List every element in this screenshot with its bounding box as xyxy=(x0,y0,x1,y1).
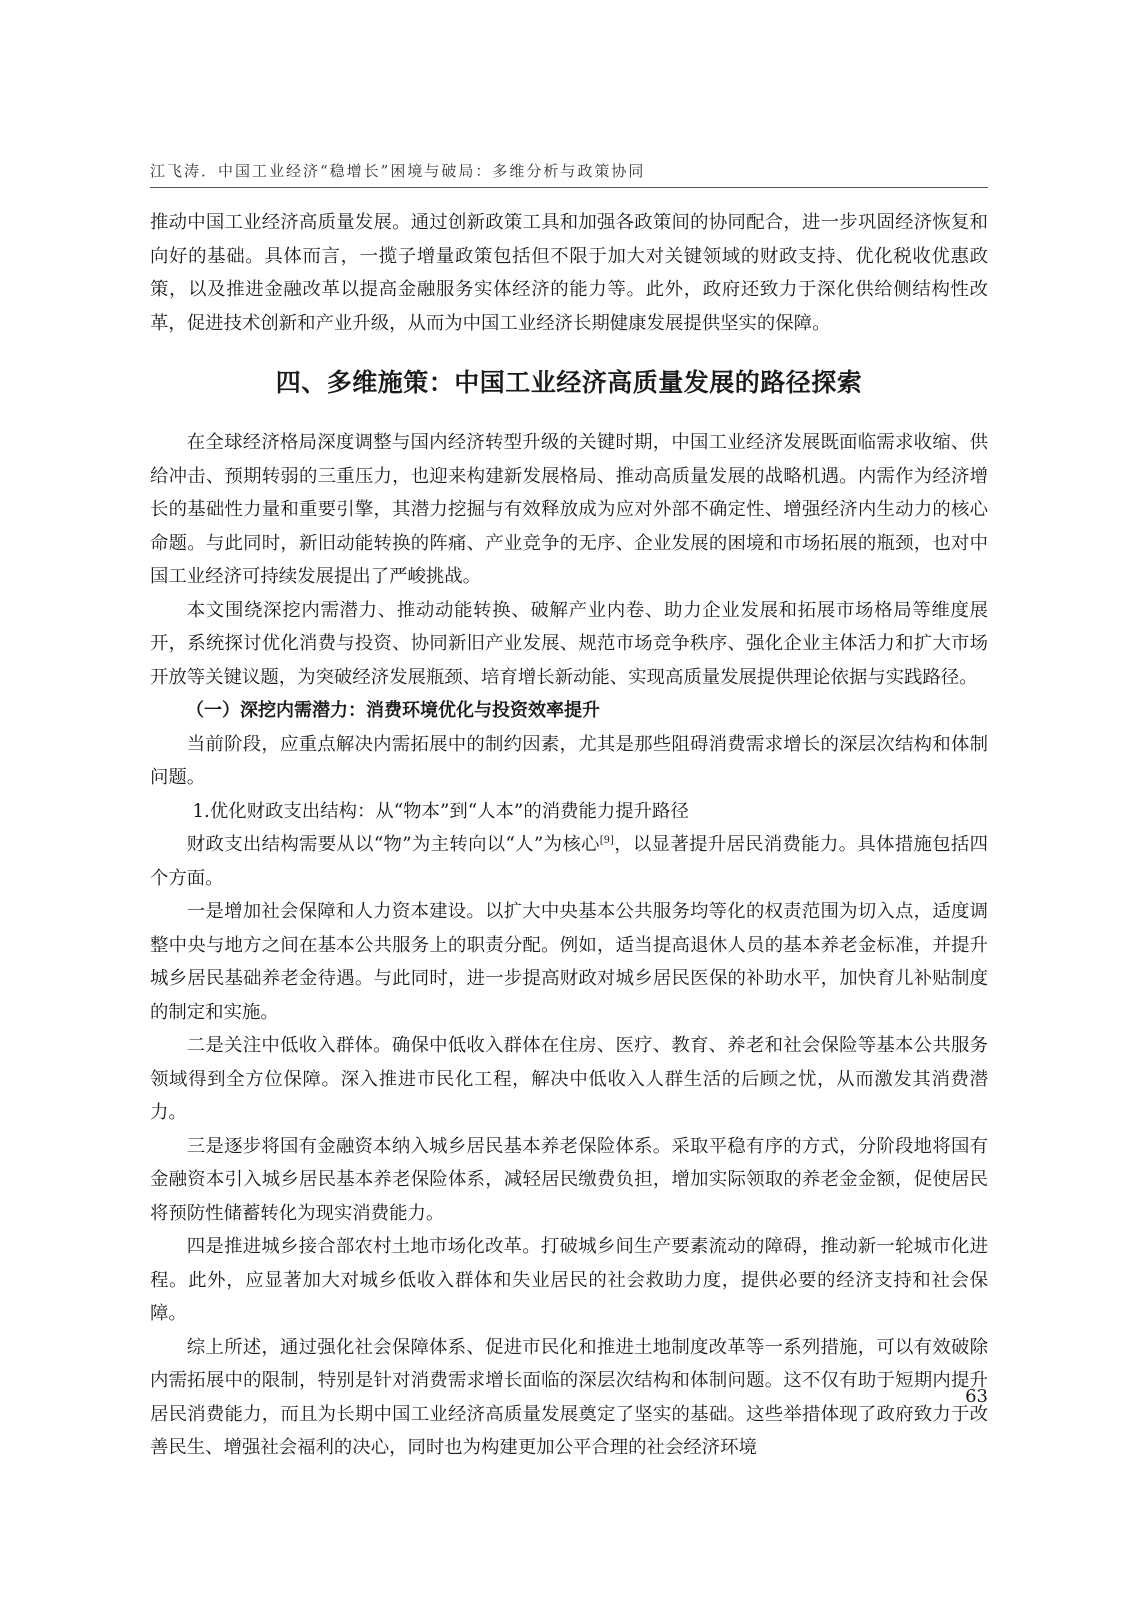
paragraph: 四是推进城乡接合部农村土地市场化改革。打破城乡间生产要素流动的障碍，推动新一轮城市化进程。此外，应显著加大对城乡低收入群体和失业居民的社会救助力度，提供必要的经济支持和社会保障。 xyxy=(150,1236,988,1324)
page-number: 63 xyxy=(965,1386,988,1407)
paragraph: 二是关注中低收入群体。确保中低收入群体在住房、医疗、教育、养老和社会保险等基本公共服务领域得到全方位保障。深入推进市民化工程，解决中低收入人群生活的后顾之忧，从而激发其消费潜力。 xyxy=(150,1035,988,1123)
paragraph: 综上所述，通过强化社会保障体系、促进市民化和推进土地制度改革等一系列措施，可以有效破除内需拓展中的限制，特别是针对消费需求增长面临的深层次结构和体制问题。这不仅有助于短期内提升居民消费能力，而且为长期中国工业经济高质量发展奠定了坚实的基础。这些举措体现了政府致力于改善民生、增强社会福利的决心，同时也为构建更加公平合理的社会经济环境 xyxy=(150,1336,988,1458)
citation-marker: [9] xyxy=(599,834,614,846)
paragraph-continued: 推动中国工业经济高质量发展。通过创新政策工具和加强各政策间的协同配合，进一步巩固经济恢复和向好的基础。具体而言，一揽子增量政策包括但不限于加大对关键领域的财政支持、优化税收优惠政策，以及推进金融改革以提高金融服务实体经济的能力等。此外，政府还致力于深化供给侧结构性改革，促进技术创新和产业升级，从而为中国工业经济长期健康发展提供坚实的保障。 xyxy=(150,212,988,334)
paragraph: 三是逐步将国有金融资本纳入城乡居民基本养老保险体系。采取平稳有序的方式，分阶段地将国有金融资本引入城乡居民基本养老保险体系，减轻居民缴费负担，增加实际领取的养老金金额，促使居民将预防性储蓄转化为现实消费能力。 xyxy=(150,1135,988,1224)
section-heading: 四、多维施策：中国工业经济高质量发展的路径探索 xyxy=(275,368,863,397)
subsection-heading: （一）深挖内需潜力：消费环境优化与投资效率提升 xyxy=(186,700,600,721)
article-body xyxy=(150,206,988,1465)
header-divider xyxy=(150,187,988,188)
subsubsection-heading: 1.优化财政支出结构：从“物本”到“人本”的消费能力提升路径 xyxy=(192,800,689,822)
paragraph xyxy=(150,828,988,895)
paragraph: 一是增加社会保障和人力资本建设。以扩大中央基本公共服务均等化的权责范围为切入点，适度调整中央与地方之间在基本公共服务上的职责分配。例如，适当提高退休人员的基本养老金标准，并提升城乡居民基础养老金待遇。与此同时，进一步提高财政对城乡居民医保的补助水平，加快育儿补贴制度的制定和实施。 xyxy=(150,901,988,1023)
paragraph-text: 财政支出结构需要从以“物”为主转向以“人”为核心 xyxy=(186,834,600,855)
paragraph-text: ，以显著提升居民消费能力。具体措施包括四个方面。 xyxy=(150,834,988,889)
paragraph: 本文围绕深挖内需潜力、推动动能转换、破解产业内卷、助力企业发展和拓展市场格局等维度展开，系统探讨优化消费与投资、协同新旧产业发展、规范市场竞争秩序、强化企业主体活力和扩大市场开放等关键议题，为突破经济发展瓶颈、培育增长新动能、实现高质量发展提供理论依据与实践路径。 xyxy=(150,599,988,688)
running-header: 江飞涛．中国工业经济“稳增长”困境与破局：多维分析与政策协同 xyxy=(150,162,646,180)
paragraph: 当前阶段，应重点解决内需拓展中的制约因素，尤其是那些阻碍消费需求增长的深层次结构和体制问题。 xyxy=(150,733,988,788)
paragraph: 在全球经济格局深度调整与国内经济转型升级的关键时期，中国工业经济发展既面临需求收缩、供给冲击、预期转弱的三重压力，也迎来构建新发展格局、推动高质量发展的战略机遇。内需作为经济增长的基础性力量和重要引擎，其潜力挖掘与有效释放成为应对外部不确定性、增强经济内生动力的核心命题。与此同时，新旧动能转换的阵痛、产业竞争的无序、企业发展的困境和市场拓展的瓶颈，也对中国工业经济可持续发展提出了严峻挑战。 xyxy=(150,432,988,587)
